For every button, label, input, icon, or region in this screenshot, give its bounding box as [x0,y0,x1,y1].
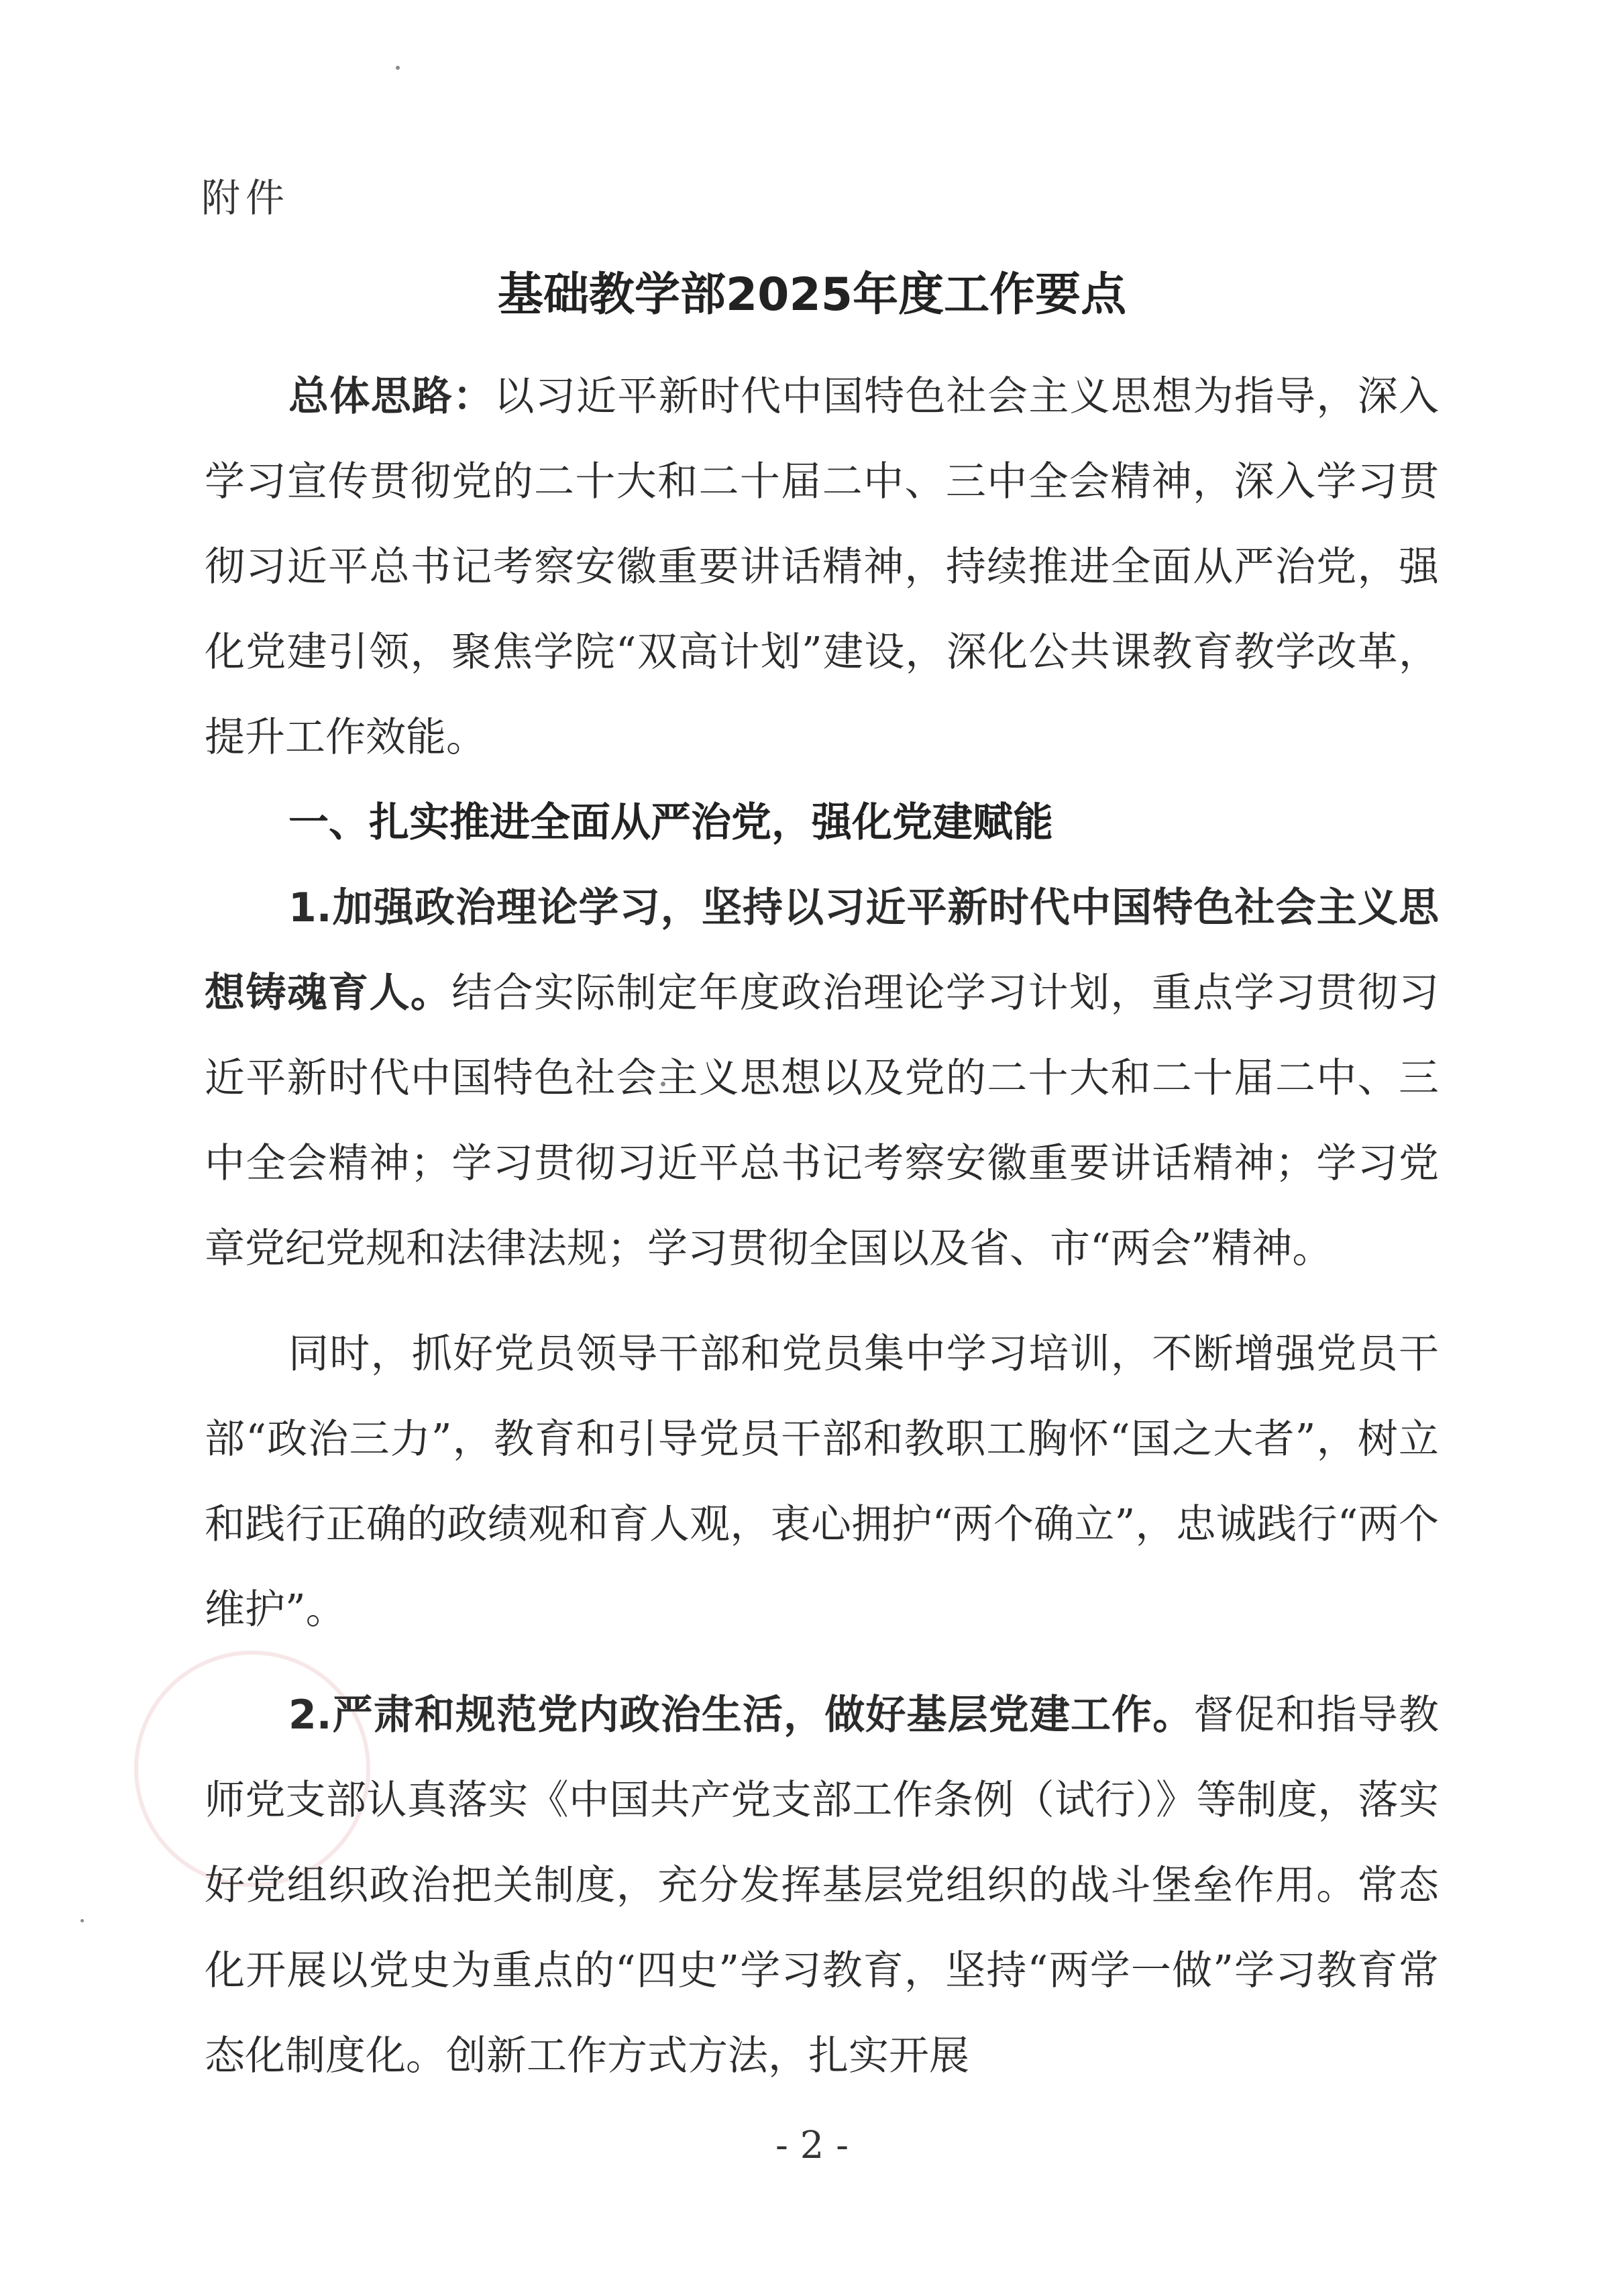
item-1-continuation: 同时，抓好党员领导干部和党员集中学习培训，不断增强党员干部“政治三力”，教育和引导党员干部和教职工胸怀“国之大者”，树立和践行正确的政绩观和育人观，衷心拥护“两个确立”，忠诚践行“两个维护”。 [205,1331,1439,1633]
document-body [205,354,1439,2099]
attachment-label: 附件 [201,175,290,221]
section-heading: 一、扎实推进全面从严治党，强化党建赋能 [288,799,1053,846]
item-1-lead: 1.加强政治理论学习，坚持以习近平新时代中国特色社会主义思想铸魂育人。 [205,884,1439,1017]
overview-paragraph [205,354,1439,780]
overview-text: 以习近平新时代中国特色社会主义思想为指导，深入学习宣传贯彻党的二十大和二十届二中、三中全会精神，深入学习贯彻习近平总书记考察安徽重要讲话精神，持续推进全面从严治党，强化党建引领，聚焦学院“双高计划”建设，深化公共课教育教学改革，提升工作效能。 [205,373,1440,761]
overview-label: 总体思路： [288,373,494,420]
item-1-paragraph [205,866,1439,1292]
item-1-text: 结合实际制定年度政治理论学习计划，重点学习贯彻习近平新时代中国特色社会主义思想以及党的二十大和二十届二中、三中全会精神；学习贯彻习近平总书记考察安徽重要讲话精神；学习党章党纪党规和法律法规；学习贯彻全国以及省、市“两会”精神。 [205,970,1440,1272]
item-2-paragraph [205,1673,1439,2099]
scan-speck [80,1919,84,1922]
scan-speck [396,66,400,70]
document-title: 基础教学部2025年度工作要点 [497,268,1127,321]
page-number: - 2 - [775,2124,849,2167]
item-2-text: 督促和指导教师党支部认真落实《中国共产党支部工作条例（试行）》等制度，落实好党组织政治把关制度，充分发挥基层党组织的战斗堡垒作用。常态化开展以党史为重点的“四史”学习教育，坚持“两学一做”学习教育常态化制度化。创新工作方式方法，扎实开展 [205,1692,1439,2079]
item-2-lead: 2.严肃和规范党内政治生活，做好基层党建工作。 [288,1692,1194,1739]
